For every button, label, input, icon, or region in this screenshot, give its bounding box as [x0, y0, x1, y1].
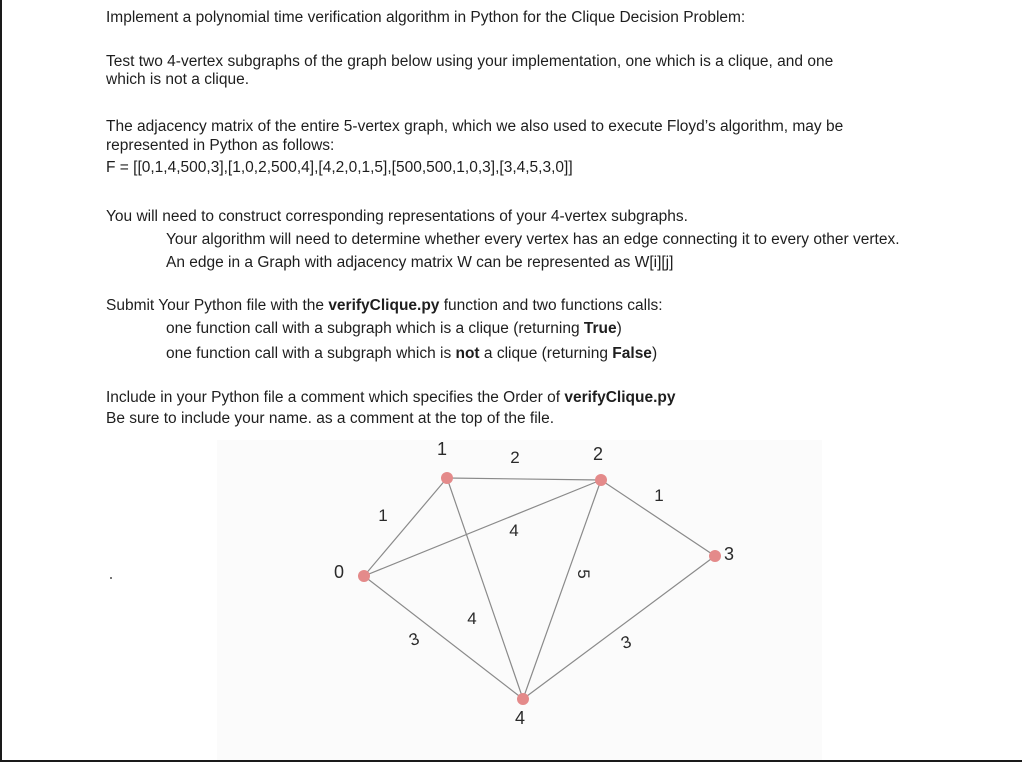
- submit-filename: verifyClique.py: [328, 297, 440, 314]
- matrix-intro-line-1: The adjacency matrix of the entire 5-vertex graph, which we also used to execute Floyd’s algorithm, may be: [106, 118, 844, 135]
- vertex-3: [709, 550, 721, 562]
- edge-0-2: [364, 480, 601, 579]
- call1-true: True: [583, 320, 617, 337]
- call2-false: False: [612, 345, 652, 362]
- vertex-4: [517, 693, 529, 705]
- vertex-label-1: 1: [436, 439, 448, 459]
- algorithm-line: Your algorithm will need to determine whether every vertex has an edge connecting it to every other vertex.: [166, 231, 900, 248]
- test-instruction-line-1: Test two 4-vertex subgraphs of the graph below using your implementation, one which is a clique, and one: [106, 53, 834, 70]
- edge-weight-0-1: 1: [378, 506, 388, 525]
- construct-line: You will need to construct corresponding representations of your 4-vertex subgraphs.: [106, 208, 688, 225]
- edge-1-2: [447, 478, 601, 480]
- edge-weight-0-4: 3: [406, 628, 422, 651]
- order-filename: verifyClique.py: [564, 389, 676, 406]
- name-comment-line: Be sure to include your name. as a comment at the top of the file.: [106, 410, 555, 427]
- call2-mid: a clique (returning: [479, 345, 613, 362]
- vertex-label-3: 3: [723, 544, 735, 564]
- edge-weight-1-2: 2: [510, 448, 520, 467]
- order-prefix: Include in your Python file a comment which specifies the Order of: [106, 389, 565, 406]
- vertex-2: [595, 474, 607, 486]
- edge-1-4: [447, 478, 523, 699]
- edge-2-4: [523, 480, 601, 699]
- call2-prefix: one function call with a subgraph which is: [166, 345, 456, 362]
- edge-weight-1-4: 4: [467, 609, 477, 628]
- call2-suffix: ): [651, 345, 658, 362]
- call1-suffix: ): [616, 320, 622, 337]
- call2-not: not: [455, 345, 480, 362]
- edge-weight-0-2: 4: [509, 521, 519, 540]
- edge-0-1: [364, 478, 447, 576]
- vertex-0: [358, 570, 370, 582]
- matrix-intro-line-2: represented in Python as follows:: [106, 137, 335, 154]
- intro-line: Implement a polynomial time verification algorithm in Python for the Clique Decision Problem:: [106, 9, 746, 26]
- vertex-1: [441, 472, 453, 484]
- graph-figure: [2, 0, 1022, 762]
- submit-suffix: function and two functions calls:: [439, 297, 663, 314]
- submit-prefix: Submit Your Python file with the: [106, 297, 329, 314]
- call1-prefix: one function call with a subgraph which is a clique (returning: [166, 320, 584, 337]
- test-instruction-line-2: which is not a clique.: [106, 71, 250, 88]
- vertex-label-4: 4: [514, 708, 526, 728]
- edge-3-4: [523, 556, 715, 699]
- vertex-label-0: 0: [333, 562, 345, 582]
- edge-line: An edge in a Graph with adjacency matrix W can be represented as W[i][j]: [166, 254, 674, 271]
- adjacency-matrix-code: F = [[0,1,4,500,3],[1,0,2,500,4],[4,2,0,1,5],[500,500,1,0,3],[3,4,5,3,0]]: [106, 159, 573, 176]
- edge-weight-2-3: 1: [654, 486, 664, 505]
- edge-0-4: [364, 576, 523, 699]
- edge-weight-3-4: 3: [618, 631, 634, 654]
- edge-weight-2-4: 5: [574, 569, 593, 579]
- vertex-label-2: 2: [592, 444, 604, 464]
